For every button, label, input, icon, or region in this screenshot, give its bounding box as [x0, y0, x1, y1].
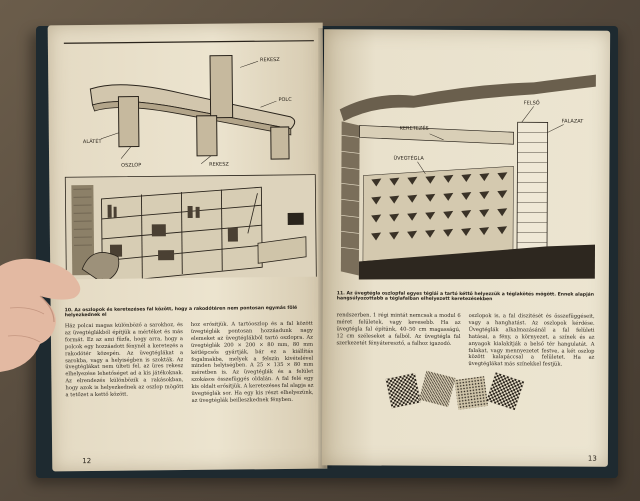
- right-figure-caption: 11. Az üvegtégla oszlopfal egyes téglái a tartó kéttő helyezzük a téglakötés mögött. Ennek alapján hangsúlyozottabb a téglafalban elhelyezett keretezésekben: [336, 291, 595, 303]
- left-page-number: 12: [82, 457, 92, 466]
- right-page-column-1: rendszerben. 1 régi mintát nemcsak a modul 6 méret felületek, vagy kevesebb. Ha az üvegtégla fal építünk, 40–50 cm magasságú, 12 cm széleseket a falból. Az üvegtégla fal szerkezetét fényáteresztő, a falhoz igazodó.: [336, 312, 461, 347]
- label-rekesz-bottom: REKESZ: [209, 161, 229, 168]
- label-felso: FELSŐ: [523, 100, 540, 107]
- hand: [0, 248, 90, 378]
- label-keretezes: KERETEZÉS: [399, 125, 429, 132]
- glass-block-wall-illustration: [333, 65, 602, 286]
- texture-swatches: [382, 368, 532, 419]
- label-rekesz-top: REKESZ: [260, 57, 280, 64]
- left-page: [48, 23, 328, 472]
- label-altet: ALÁTÉT: [82, 138, 102, 146]
- label-falazat: FALAZAT: [561, 118, 584, 125]
- right-page-column-2: oszlopok is, a fal díszítését és összefüggéseit, vagy a hanghatást. Az oszlopok kérdése. Üvegtéglák alkalmazásánál a fal felületi hatásai, a fény, a környezet, a színek és az anyagok kialakítják a belső tér hangulatát. A falakat, vagy mennyezetet festve, a két oszlop között kalapáccsal a felületet. Ha az üvegtéglákat más színekkel festjük.: [468, 313, 595, 368]
- left-page-column-2: hoz erősítjük. A tartóoszlop és a fal között üvegtéglák pontosan hozzáadunk nagy elemeket az üvegtéglákból tartó oszlopra. Az üvegtéglák 200 × 200 × 80 mm, 80 mm kétlépcsős gyártják, bár ez a kiállítás fogalmakba, melyek a felszín kivételével minden helyiségben. A 25 × 135 × 80 mm méretben is. Az üvegtéglák és a felület szokásos összefüggés oldalán. A fal felé egy kis oldalt erősítjük. A keretezéses fal alapja az üvegtéglák sor. Ha egy kis részt elhelyezünk, az üvegtéglák beilleszkednek fényben.: [190, 320, 314, 404]
- label-polc: POLC: [278, 96, 292, 104]
- label-oszlop: OSZLOP: [121, 162, 142, 169]
- left-figure-caption: 10. Az oszlopok és keretezéses fal között, hogy a rakodótéren nem pontosan egymás fölé helyezkednek el: [64, 305, 298, 319]
- right-page-number: 13: [587, 454, 597, 463]
- left-page-column-1: Ház polcai magas különböző a sarokhoz, és az üvegtéglákból építjük a mértéket és más formát. Ez az ami fűzfa, hogy arra, hogy a polcok egy hozzáadott fénynél a keretezés a rakodótér közepén. Az üvegtéglákat a sarokba, vagy a helyiségben is szokták. Az üvegtéglákat nem ülteti fel, az üres rekesz elhelyezése lehetőséget ad a kis játékoknak. Az elrendezés különbözik a rakásokban, hogy azok is helyezkednek az oszlop mögött a tetőzet a kettő között.: [64, 322, 184, 399]
- right-page: [322, 29, 610, 466]
- label-uvegtegla: ÜVEGTÉGLA: [393, 155, 424, 162]
- shelf-illustration: [60, 37, 320, 280]
